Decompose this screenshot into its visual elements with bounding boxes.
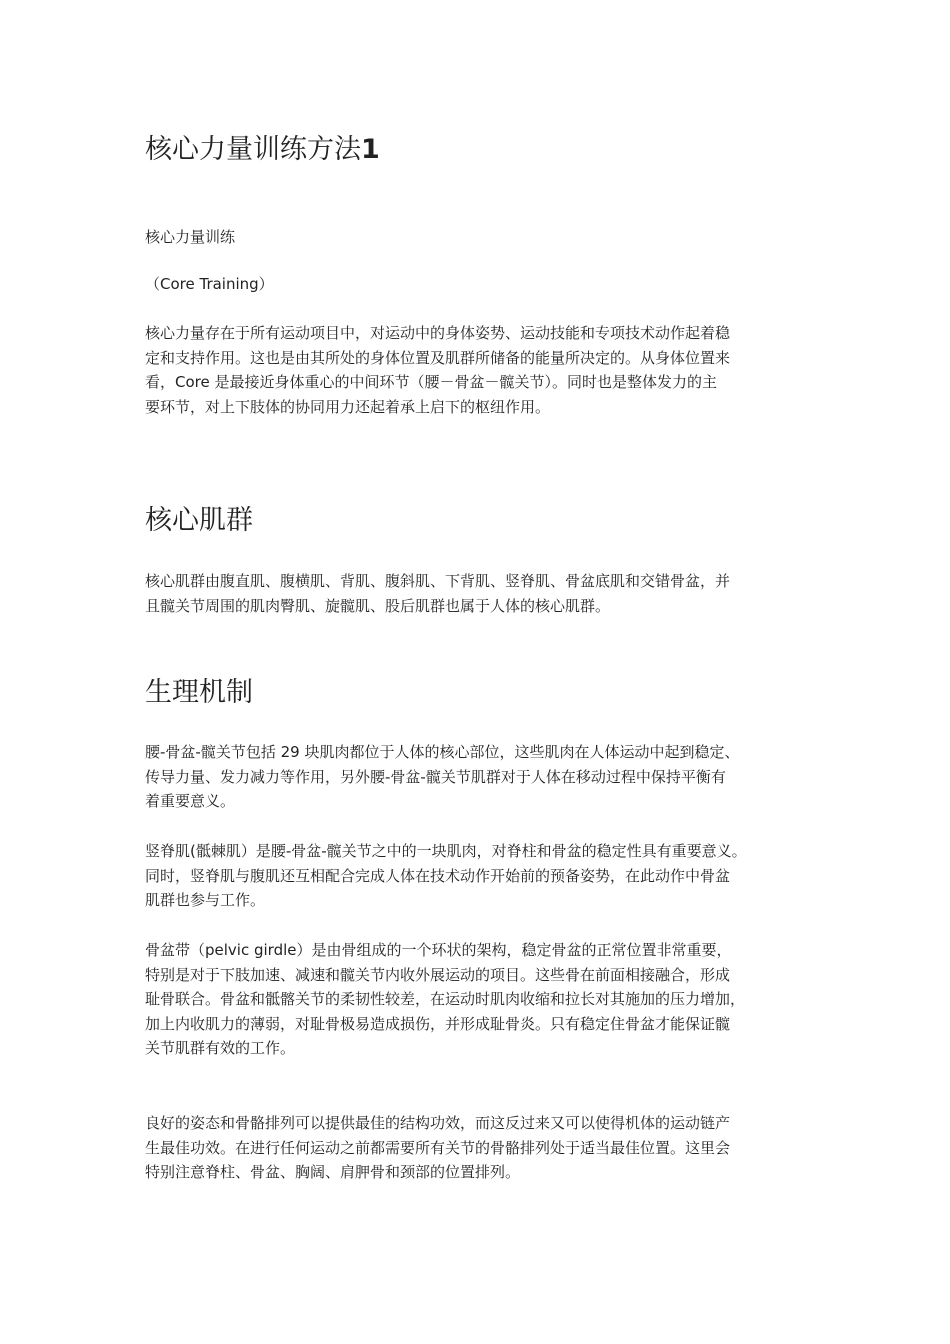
physiology-paragraph-1: 腰-骨盆-髋关节包括 29 块肌肉都位于人体的核心部位，这些肌肉在人体运动中起到稳定、 传导力量、发力减力等作用，另外腰-骨盆-髋关节肌群对于人体在移动过程中保持平衡有 着重要意义。 — [145, 743, 740, 810]
physiology-paragraph-4: 良好的姿态和骨骼排列可以提供最佳的结构功效，而这反过来又可以使得机体的运动链产 生最佳功效。在进行任何运动之前都需要所有关节的骨骼排列处于适当最佳位置。这里会 特别注意脊柱、骨盆、胸阔、肩胛骨和颈部的位置排列。 — [145, 1114, 731, 1181]
section-heading-physiology: 生理机制 — [145, 677, 253, 708]
intro-paragraph: 核心力量存在于所有运动项目中，对运动中的身体姿势、运动技能和专项技术动作起着稳 定和支持作用。这也是由其所处的身体位置及肌群所储备的能量所决定的。从身体位置来 看，Core 是最接近身体重心的中间环节（腰－骨盆－髋关节）。同时也是整体发力的主 要环节，对上下肢体的协同用力还起着承上启下的枢纽作用。 — [145, 324, 731, 416]
physiology-paragraph-3: 骨盆带（pelvic girdle）是由骨组成的一个环状的架构，稳定骨盆的正常位置非常重要， 特别是对于下肢加速、减速和髋关节内收外展运动的项目。这些骨在前面相接融合，形成 耻骨联合。骨盆和骶髂关节的柔韧性较差，在运动时肌肉收缩和拉长对其施加的压力增加， 加上内收肌力的薄弱，对耻骨极易造成损伤，并形成耻骨炎。只有稳定住骨盆才能保证髋 关节肌群有效的工作。 — [145, 941, 746, 1057]
physiology-paragraph-2: 竖脊肌(骶棘肌）是腰-骨盆-髋关节之中的一块肌肉，对脊柱和骨盆的稳定性具有重要意义。 同时，竖脊肌与腹肌还互相配合完成人体在技术动作开始前的预备姿势，在此动作中骨盆 肌群也参与工作。 — [145, 842, 747, 909]
intro-term-english: （Core Training） — [145, 275, 274, 293]
title-text: 核心力量训练方法 — [145, 134, 361, 165]
section-heading-core-muscles: 核心肌群 — [145, 505, 253, 536]
core-muscles-paragraph: 核心肌群由腹直肌、腹横肌、背肌、腹斜肌、下背肌、竖脊肌、骨盆底肌和交错骨盆，并 且髋关节周围的肌肉臀肌、旋髋肌、股后肌群也属于人体的核心肌群。 — [145, 572, 731, 615]
title-number: 1 — [361, 134, 380, 165]
document-title — [145, 132, 380, 168]
intro-term: 核心力量训练 — [145, 228, 236, 246]
